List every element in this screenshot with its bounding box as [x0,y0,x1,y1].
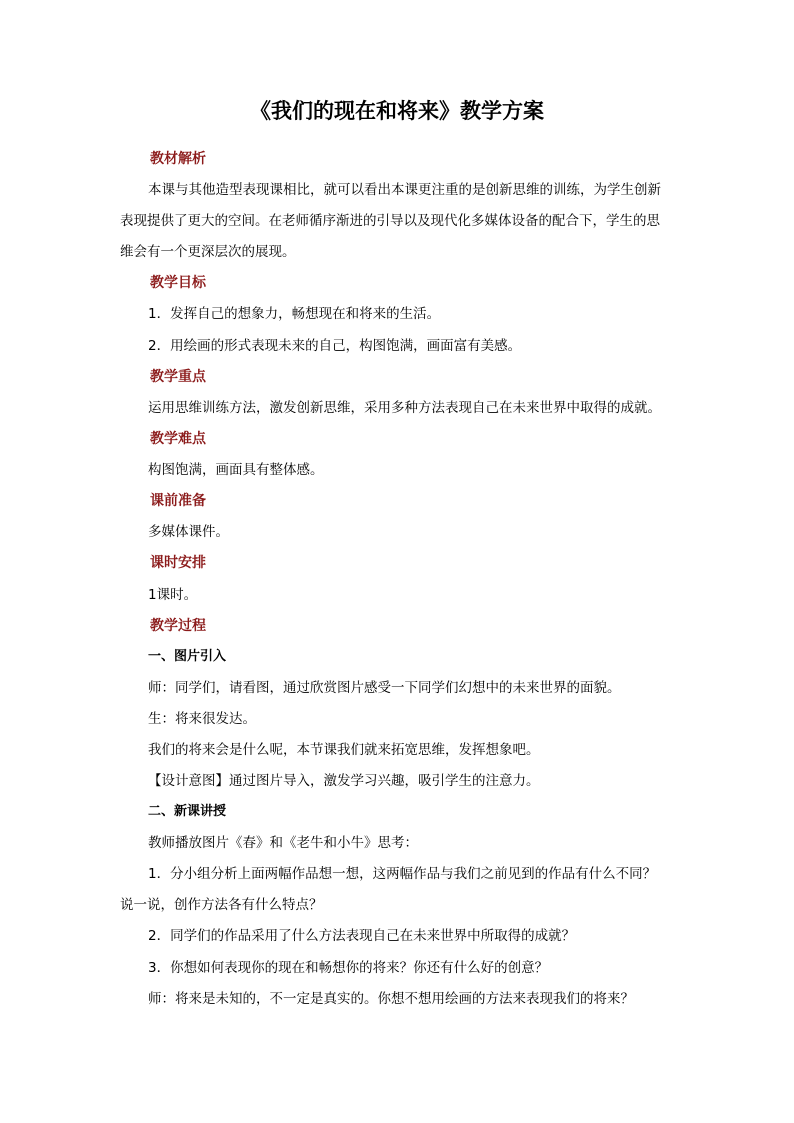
process-line: 1．分小组分析上面两幅作品想一想，这两幅作品与我们之前见到的作品有什么不同？ [148,866,657,882]
paragraph-line: 本课与其他造型表现课相比，就可以看出本课更注重的是创新思维的训练，为学生创新 [148,182,661,198]
process-line: 2．同学们的作品采用了什么方法表现自己在未来世界中所取得的成就？ [148,928,576,944]
process-line: 3．你想如何表现你的现在和畅想你的将来？你还有什么好的创意？ [148,960,549,976]
heading-schedule: 课时安排 [150,555,206,571]
key-points-text: 运用思维训练方法，激发创新思维，采用多种方法表现自己在未来世界中取得的成就。 [148,400,661,416]
paragraph-line: 维会有一个更深层次的展现。 [120,244,296,260]
page-title: 《我们的现在和将来》教学方案 [250,98,544,123]
process-line: 说一说，创作方法各有什么特点？ [120,897,323,913]
process-line: 师：同学们，请看图，通过欣赏图片感受一下同学们幻想中的未来世界的面貌。 [148,680,621,696]
subheading-part2: 二、新课讲授 [148,804,227,819]
heading-goals: 教学目标 [150,275,206,291]
heading-preparation: 课前准备 [150,493,206,509]
process-line: 教师播放图片《春》和《老牛和小牛》思考： [148,835,418,851]
goal-item: 1．发挥自己的想象力，畅想现在和将来的生活。 [148,306,441,322]
schedule-text: 1课时。 [148,587,198,603]
heading-key-points: 教学重点 [150,369,206,385]
heading-analysis: 教材解析 [150,151,206,167]
difficulties-text: 构图饱满，画面具有整体感。 [148,462,324,478]
heading-process: 教学过程 [150,618,206,634]
process-line: 生：将来很发达。 [148,711,256,727]
paragraph-line: 表现提供了更大的空间。在老师循序渐进的引导以及现代化多媒体设备的配合下，学生的思 [120,213,660,229]
process-line: 师：将来是未知的，不一定是真实的。你想不想用绘画的方法来表现我们的将来？ [148,991,634,1007]
preparation-text: 多媒体课件。 [148,524,229,540]
subheading-part1: 一、图片引入 [148,649,227,664]
goal-item: 2．用绘画的形式表现未来的自己，构图饱满，画面富有美感。 [148,338,522,354]
heading-difficulties: 教学难点 [150,431,206,447]
process-line: 【设计意图】通过图片导入，激发学习兴趣，吸引学生的注意力。 [148,773,540,789]
process-line: 我们的将来会是什么呢，本节课我们就来拓宽思维，发挥想象吧。 [148,742,540,758]
